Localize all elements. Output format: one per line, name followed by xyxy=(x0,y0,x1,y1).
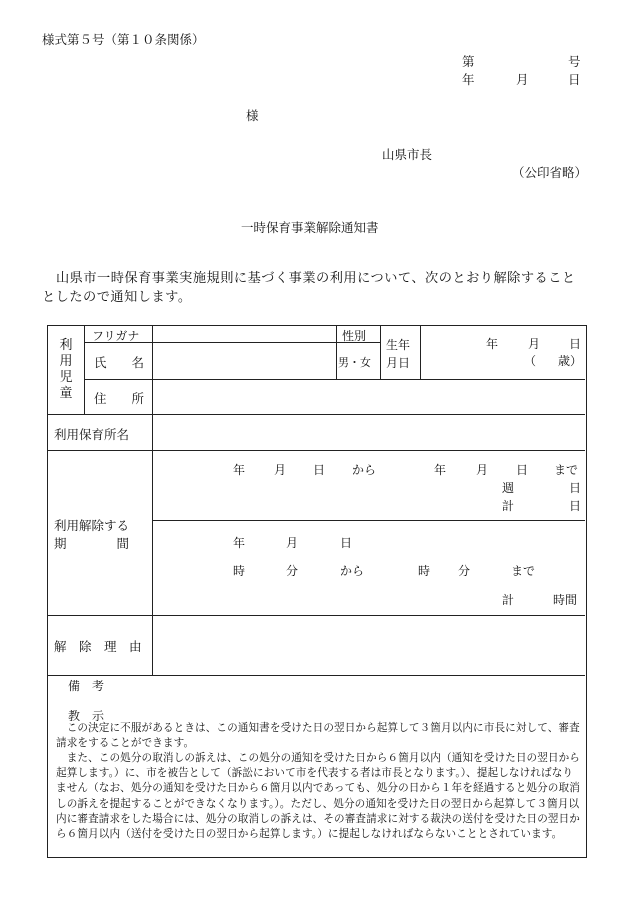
range-month-2: 月 xyxy=(476,463,489,477)
single-year: 年 xyxy=(233,536,246,550)
single-total: 計 xyxy=(502,593,515,607)
range-week-unit: 日 xyxy=(569,481,582,495)
child-label: 利用児童 xyxy=(59,338,73,401)
range-total: 計 xyxy=(502,499,515,513)
range-from: から xyxy=(352,463,377,477)
single-day: 日 xyxy=(340,536,353,550)
single-minute: 分 xyxy=(286,564,299,578)
instruction-paragraph-2: また、この処分の取消しの訴えは、この処分の通知を受けた日から６箇月以内（通知を受けた日の翌日から起算します。）に、市を被告として（訴訟において市を代表する者は市長となります。）、提起しなければなりません（なお、処分の通知を受けた日から６箇月以内であっても、処分の日から１年を経過すると処分の取消しの訴えを提起することができなくなります。）。ただし、処分の通知を受けた日の翌日から起算して３箇月以内に審査請求をした場合には、処分の取消しの訴えは、その審査請求に対する裁決の送付を受けた日の翌日から６箇月以内（送付を受けた日の翌日から起算します。）に提起しなければならないこととされています。 xyxy=(56,752,580,841)
single-from: から xyxy=(340,564,365,578)
intro-text: 山県市一時保育事業実施規則に基づく事業の利用について、次のとおり解除することとしたので通知します。 xyxy=(42,271,576,305)
furigana-label: フリガナ xyxy=(92,329,140,343)
birth-label-1: 生年 xyxy=(386,338,411,352)
date-day: 日 xyxy=(568,72,581,87)
address-label: 住 所 xyxy=(94,391,145,406)
single-minute-2: 分 xyxy=(458,564,471,578)
single-total-unit: 時間 xyxy=(553,593,578,607)
seal-note: （公印省略） xyxy=(512,165,588,180)
range-month: 月 xyxy=(274,463,287,477)
form-number: 様式第５号（第１０条関係） xyxy=(42,32,205,47)
doc-number-prefix: 第 xyxy=(462,54,475,69)
instruction-label: 教 示 xyxy=(68,709,105,723)
date-year: 年 xyxy=(462,72,475,87)
doc-number-suffix: 号 xyxy=(568,54,581,69)
sex-options: 男・女 xyxy=(338,356,371,369)
range-year-2: 年 xyxy=(434,463,447,477)
period-label-2: 期 間 xyxy=(54,536,130,551)
name-label: 氏 名 xyxy=(94,355,145,370)
issuer: 山県市長 xyxy=(382,147,433,162)
range-to: まで xyxy=(554,463,579,477)
range-day-2: 日 xyxy=(516,463,529,477)
birth-month: 月 xyxy=(528,337,541,351)
document-title: 一時保育事業解除通知書 xyxy=(241,220,379,235)
single-hour: 時 xyxy=(233,564,246,578)
addressee-suffix: 様 xyxy=(246,108,259,123)
age-open: （ xyxy=(524,354,537,368)
reason-label: 解 除 理 由 xyxy=(54,639,142,654)
single-to: まで xyxy=(511,564,536,578)
sex-header: 性別 xyxy=(342,329,367,343)
single-hour-2: 時 xyxy=(418,564,431,578)
age-close: 歳） xyxy=(558,354,583,368)
facility-label: 利用保育所名 xyxy=(54,427,130,442)
birth-year: 年 xyxy=(486,337,499,351)
range-week: 週 xyxy=(502,481,515,495)
instruction-paragraph-1: この決定に不服があるときは、この通知書を受けた日の翌日から起算して３箇月以内に市長に対して、審査請求をすることができます。 xyxy=(56,722,580,750)
range-year: 年 xyxy=(233,463,246,477)
remarks-label: 備 考 xyxy=(68,679,105,693)
range-total-unit: 日 xyxy=(569,499,582,513)
period-label-1: 利用解除する xyxy=(54,518,130,533)
single-month: 月 xyxy=(286,536,299,550)
birth-day: 日 xyxy=(569,337,582,351)
date-month: 月 xyxy=(516,72,529,87)
birth-label-2: 月日 xyxy=(386,356,411,370)
range-day: 日 xyxy=(313,463,326,477)
